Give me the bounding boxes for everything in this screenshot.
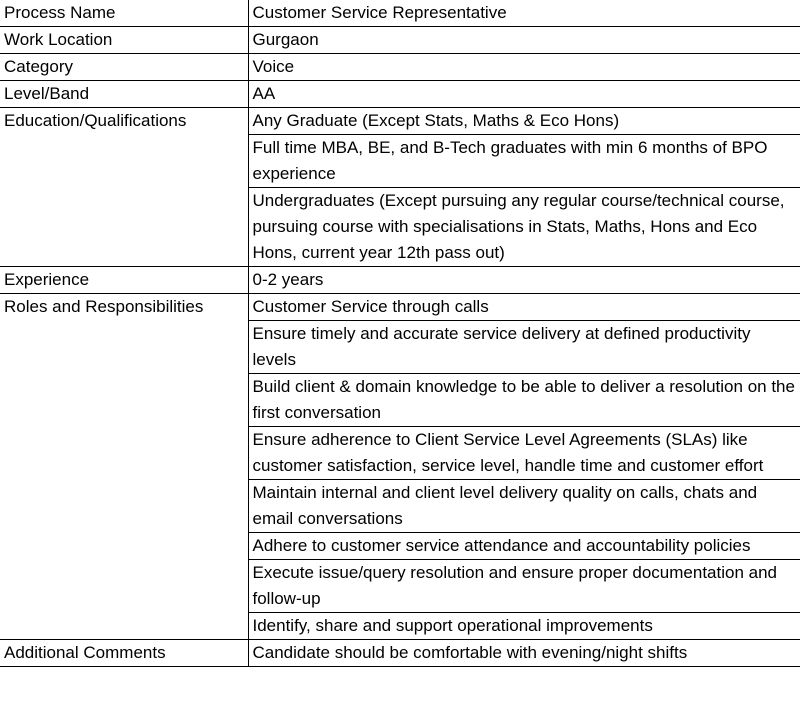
row-value-experience: 0-2 years (248, 267, 800, 294)
row-value-roles: Ensure adherence to Client Service Level Agreements (SLAs) like customer satisfaction, service level, handle time and customer effort (248, 427, 800, 480)
table-row (0, 81, 800, 108)
table-row (0, 267, 800, 294)
table-row (0, 54, 800, 81)
row-value-roles: Customer Service through calls (248, 294, 800, 321)
row-label-experience: Experience (0, 267, 248, 294)
row-label-empty (0, 613, 248, 640)
table-row (0, 321, 800, 374)
row-value-education: Undergraduates (Except pursuing any regular course/technical course, pursuing course with specialisations in Stats, Maths, Hons and Eco Hons, current year 12th pass out) (248, 188, 800, 267)
row-value-process-name: Customer Service Representative (248, 0, 800, 27)
table-row (0, 294, 800, 321)
row-label-roles: Roles and Responsibilities (0, 294, 248, 321)
row-value-category: Voice (248, 54, 800, 81)
row-value-roles: Identify, share and support operational improvements (248, 613, 800, 640)
row-label-education: Education/Qualifications (0, 108, 248, 135)
row-value-roles: Ensure timely and accurate service delivery at defined productivity levels (248, 321, 800, 374)
table-row (0, 108, 800, 135)
row-label-empty (0, 374, 248, 427)
row-label-empty (0, 560, 248, 613)
row-value-level-band: AA (248, 81, 800, 108)
row-label-level-band: Level/Band (0, 81, 248, 108)
table-row (0, 640, 800, 667)
row-label-work-location: Work Location (0, 27, 248, 54)
table-row (0, 613, 800, 640)
row-label-empty (0, 480, 248, 533)
table-row (0, 374, 800, 427)
table-row (0, 27, 800, 54)
row-label-process-name: Process Name (0, 0, 248, 27)
row-value-work-location: Gurgaon (248, 27, 800, 54)
row-value-additional-comments: Candidate should be comfortable with evening/night shifts (248, 640, 800, 667)
table-row (0, 135, 800, 188)
row-label-category: Category (0, 54, 248, 81)
row-value-education: Any Graduate (Except Stats, Maths & Eco Hons) (248, 108, 800, 135)
row-label-empty (0, 427, 248, 480)
row-label-empty (0, 188, 248, 267)
table-row (0, 560, 800, 613)
row-label-empty (0, 321, 248, 374)
table-row (0, 533, 800, 560)
row-value-roles: Execute issue/query resolution and ensure proper documentation and follow-up (248, 560, 800, 613)
row-value-education: Full time MBA, BE, and B-Tech graduates with min 6 months of BPO experience (248, 135, 800, 188)
row-label-empty (0, 533, 248, 560)
table-row (0, 188, 800, 267)
row-label-additional-comments: Additional Comments (0, 640, 248, 667)
table-row (0, 0, 800, 27)
row-value-roles: Maintain internal and client level delivery quality on calls, chats and email conversations (248, 480, 800, 533)
row-label-empty (0, 135, 248, 188)
row-value-roles: Adhere to customer service attendance and accountability policies (248, 533, 800, 560)
table-row (0, 427, 800, 480)
row-value-roles: Build client & domain knowledge to be able to deliver a resolution on the first conversation (248, 374, 800, 427)
table-row (0, 480, 800, 533)
